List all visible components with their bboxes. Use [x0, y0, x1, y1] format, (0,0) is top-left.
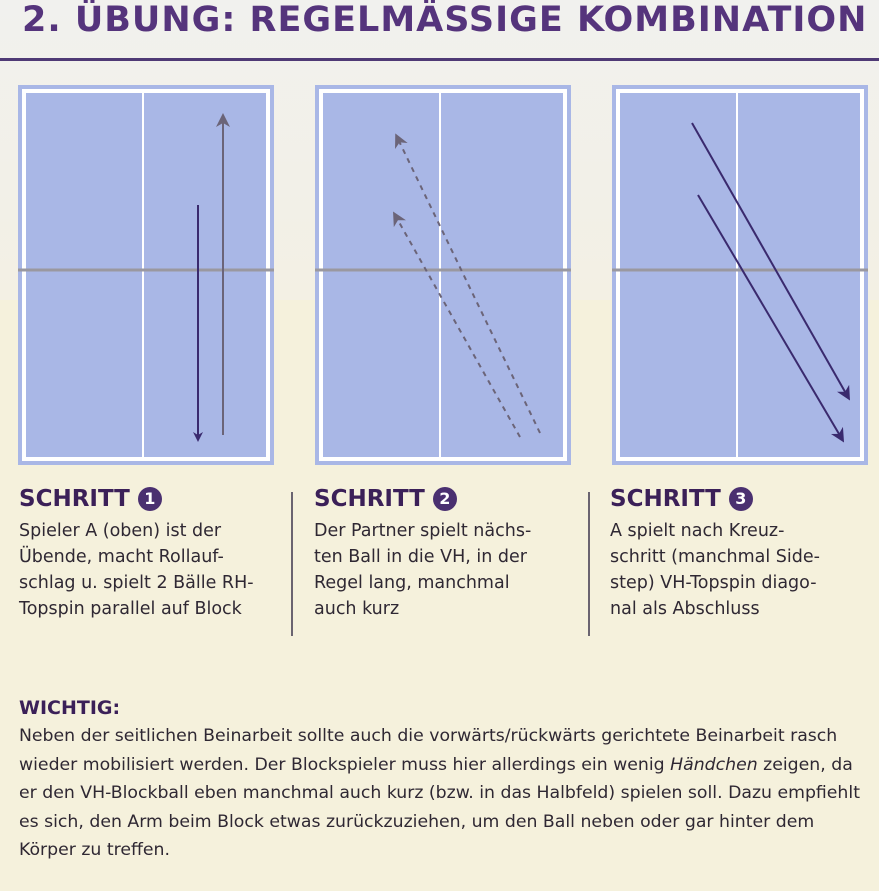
- important-note: [19, 694, 869, 865]
- step-3-label: SCHRITT: [610, 486, 721, 512]
- important-heading: WICHTIG:: [19, 697, 121, 719]
- important-text-part: zeigen, da er den VH-Blockball eben manchmal auch kurz (bzw. in das Halbfeld) spielen soll. Dazu empfiehlt es sich, den Arm beim Block etwas zurückzuziehen, um den Ball neben oder gar hinter dem Körper zu treffen.: [19, 754, 860, 861]
- step-3-number-badge: 3: [729, 487, 753, 511]
- important-text: [19, 722, 869, 865]
- step-2-number-badge: 2: [433, 487, 457, 511]
- step-1-heading: [19, 484, 289, 514]
- step-3-heading: [610, 484, 879, 514]
- step-2-text: Der Partner spielt nächs- ten Ball in die VH, in der Regel lang, manchmal auch kurz: [314, 521, 532, 619]
- page-title: 2. ÜBUNG: REGELMÄSSIGE KOMBINATION: [22, 0, 868, 40]
- title-underline: [0, 58, 879, 61]
- important-text-part: Neben der seitlichen Beinarbeit sollte auch die vorwärts/rückwärts gerichtete Beinarbeit rasch wieder mobilisiert werden. Der Blockspieler muss hier allerdings ein wenig: [19, 726, 838, 775]
- step-1: [19, 484, 289, 622]
- column-divider: [291, 492, 293, 636]
- step-1-label: SCHRITT: [19, 486, 130, 512]
- table-diagram-step-3: [612, 85, 868, 465]
- table-diagram-step-1: [18, 85, 274, 465]
- step-2: [314, 484, 584, 622]
- step-1-text: Spieler A (oben) ist der Übende, macht Rollauf- schlag u. spielt 2 Bälle RH- Topspin parallel auf Block: [19, 521, 254, 619]
- step-3-text: A spielt nach Kreuz- schritt (manchmal Side- step) VH-Topspin diago- nal als Abschluss: [610, 521, 820, 619]
- step-1-number-badge: 1: [138, 487, 162, 511]
- step-3: [610, 484, 879, 622]
- important-emphasis: Händchen: [670, 754, 758, 775]
- table-diagram-step-2: [315, 85, 571, 465]
- column-divider: [588, 492, 590, 636]
- step-2-label: SCHRITT: [314, 486, 425, 512]
- step-2-heading: [314, 484, 584, 514]
